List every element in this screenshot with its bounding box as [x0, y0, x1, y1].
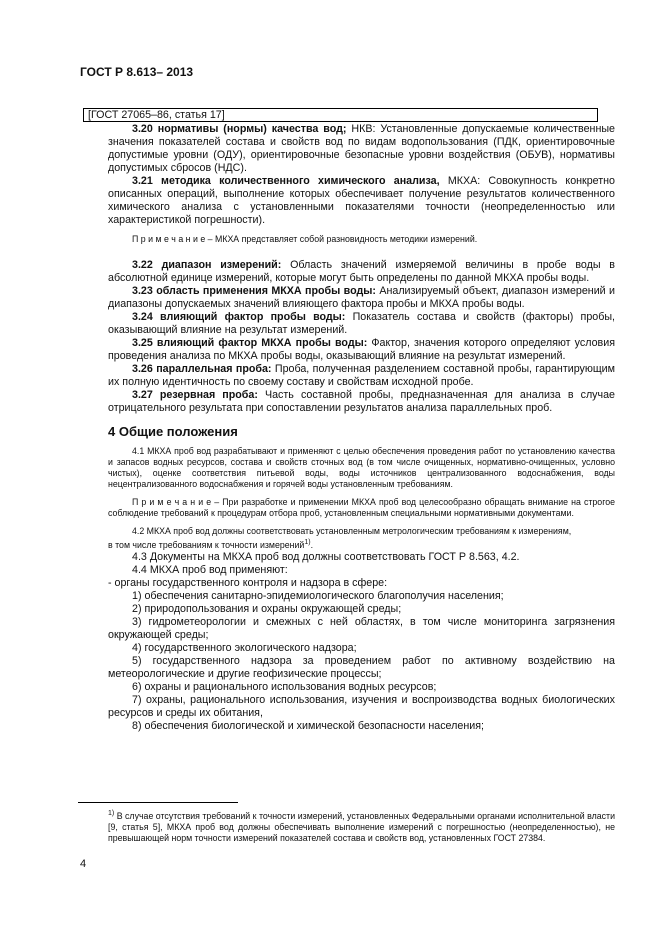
footnote: [108, 808, 615, 844]
paragraph-4-4: 4.4 МКХА проб вод применяют:: [132, 563, 288, 576]
definition-text: Область значений измеряемой величины в пробе воды в абсолютной единице измерений, которые могут быть определены по данной МКХА пробы воды.: [108, 259, 615, 284]
term: 3.27 резервная проба:: [132, 389, 258, 401]
definition-text: МКХА: Совокупность конкретно описанных операций, выполнение которых обеспечивает получение результатов количественного химического анализа с установленными показателями точности (неопределенностью или характеристикой погрешности).: [108, 175, 615, 226]
footnote-text: В случае отсутствия требований к точности измерений, установленных Федеральными органами исполнительной власти [9, статья 5], МКХА проб вод должны обеспечивать выполнение измерений с погрешностью (неопределенностью), не превышающей норм точности измерений показателей состава и свойств вод, установленных ГОСТ 27384.: [108, 810, 615, 843]
definition-3-25: [108, 337, 615, 363]
definition-3-23: [108, 285, 615, 311]
definition-text: Показатель состава и свойств (факторы) пробы, оказывающий влияние на результат измерений.: [108, 311, 615, 336]
page-header: ГОСТ Р 8.613– 2013: [80, 65, 194, 79]
term: 3.22 диапазон измерений:: [132, 259, 282, 271]
definition-3-20: [108, 123, 615, 175]
definition-3-27: [108, 389, 615, 415]
list-item: 4) государственного экологического надзора;: [132, 641, 357, 654]
definition-3-21: [108, 175, 615, 227]
definition-text: НКВ: Установленные допускаемые количественные значения показателей состава и свойств вод по видам водопользования (ПДК, ориентировочные допустимые уровни (ОДУ), ориентировочные безопасные уровни воздействия (ОБУВ), нормативы допустимых сбросов (НДС).: [108, 123, 615, 174]
list-item: 3) гидрометеорологии и смежных с ней областях, в том числе мониторинга загрязнения окружающей среды;: [108, 615, 615, 641]
section-title: 4 Общие положения: [108, 424, 238, 439]
definition-3-24: [108, 311, 615, 337]
definition-text: Анализируемый объект, диапазон измерений и диапазоны допускаемых значений влияющего фактора пробы и МКХА пробы воды.: [108, 285, 615, 310]
footnote-separator: [78, 802, 238, 803]
list-item: 2) природопользования и охраны окружающей среды;: [132, 602, 402, 615]
list-item: 1) обеспечения санитарно-эпидемиологического благополучия населения;: [132, 589, 504, 602]
term: 3.20 нормативы (нормы) качества вод;: [132, 123, 347, 135]
term: 3.26 параллельная проба:: [132, 363, 272, 375]
footnote-ref: 1): [304, 539, 311, 546]
reference-box: [ГОСТ 27065–86, статья 17]: [83, 108, 598, 122]
list-item: 8) обеспечения биологической и химической безопасности населения;: [132, 719, 484, 732]
list-item: 5) государственного надзора за проведением работ по активному воздействию на метеорологические и другие геофизические процессы;: [108, 654, 615, 680]
list-item: 7) охраны, рационального использования, изучения и воспроизводства водных биологических ресурсов и среды их обитания,: [108, 693, 615, 719]
paragraph-4-1: 4.1 МКХА проб вод разрабатывают и применяют с целью обеспечения проведения работ по установлению качества и запасов водных ресурсов, состава и свойств сточных вод (в том числе очищенных, нормативно-очищенных, условно чистых), оценке соответствия питьевой воды, воды источников централизованного водоснабжения, воды нецентрализованного водоснабжения и горячей воды установленным требованиям.: [108, 446, 615, 489]
term: 3.21 методика количественного химического анализа,: [132, 175, 440, 187]
paragraph-4-2-continued: в том числе требованиям к точности измерений$^{1)}$.: [108, 539, 314, 550]
footnote-mark: 1): [108, 810, 115, 817]
list-item: 6) охраны и рационального использования водных ресурсов;: [132, 680, 437, 693]
page-number: 4: [80, 858, 87, 870]
term: 3.23 область применения МКХА пробы воды:: [132, 285, 376, 297]
definition-text: Часть составной пробы, предназначенная для анализа в случае отрицательного результата при сопоставлении результатов анализа параллельных проб.: [108, 389, 615, 414]
definition-3-26: [108, 363, 615, 389]
definition-text: Фактор, значения которого определяют условия проведения анализа по МКХА пробы воды, оказывающий влияние на результат измерений.: [108, 337, 615, 362]
definition-text: Проба, полученная разделением составной пробы, гарантирующим их полную идентичность по своему составу и свойствам исходной пробе.: [108, 363, 615, 388]
paragraph-4-3: 4.3 Документы на МКХА проб вод должны соответствовать ГОСТ Р 8.563, 4.2.: [132, 550, 520, 563]
note-sampling: П р и м е ч а н и е – При разработке и применении МКХА проб вод целесообразно обращать внимание на строгое соблюдение требований к процедурам отбора проб, установленным специальными нормативными документами.: [108, 497, 615, 518]
term: 3.24 влияющий фактор пробы воды:: [132, 311, 346, 323]
definition-3-22: [108, 259, 615, 285]
list-intro: - органы государственного контроля и надзора в сфере:: [108, 576, 388, 589]
paragraph-4-2: 4.2 МКХА проб вод должны соответствовать установленным метрологическим требованиям к измерениям,: [132, 526, 572, 536]
term: 3.25 влияющий фактор МКХА пробы воды:: [132, 337, 368, 349]
page-body: [88, 108, 615, 733]
note-mkha: П р и м е ч а н и е – МКХА представляет собой разновидность методики измерений.: [132, 234, 478, 244]
